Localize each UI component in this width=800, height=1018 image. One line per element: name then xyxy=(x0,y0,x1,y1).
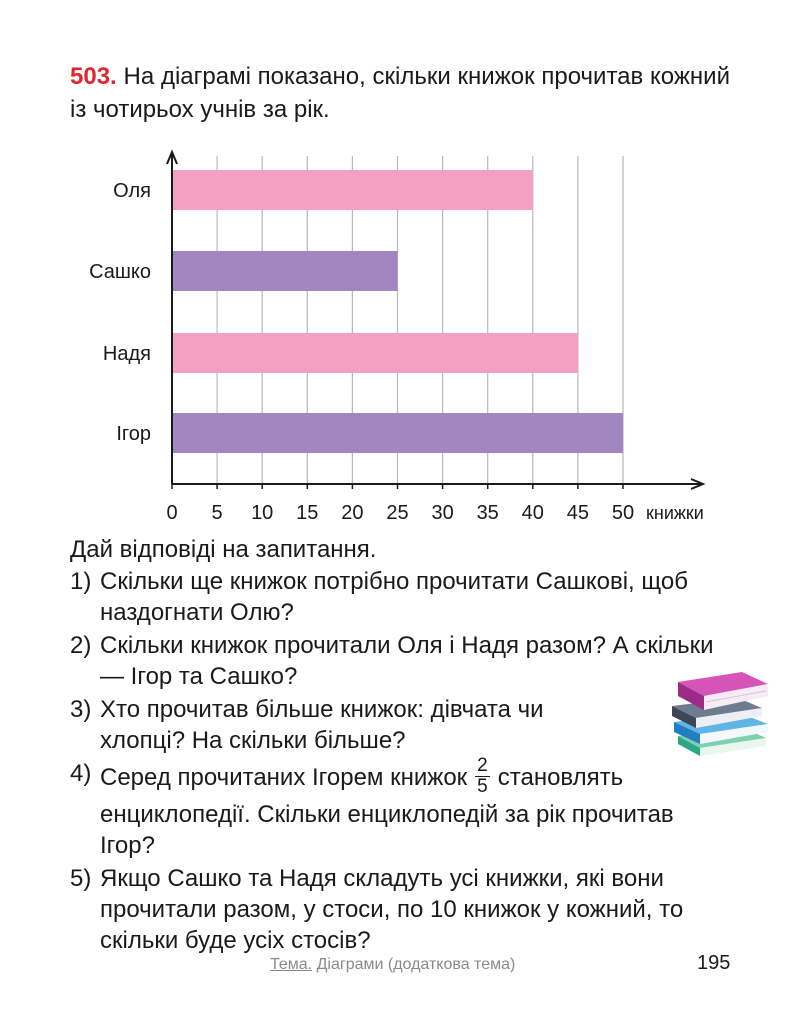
question-text-after: становлять енциклопедії. Скільки енциклопедій за рік прочитав Ігор? xyxy=(100,763,674,859)
tick-label: 10 xyxy=(251,502,274,524)
tick-label: 50 xyxy=(611,502,635,524)
bar-3 xyxy=(172,333,578,373)
question-text: Якщо Сашко та Надя складуть усі книжки, які вони прочитали разом, у стоси, по 10 книжок у кожний, то скільки буде усіх стосів? xyxy=(100,865,684,954)
bar-4 xyxy=(172,413,623,453)
question-number: 5) xyxy=(70,865,92,892)
topic-label: Тема. xyxy=(270,956,313,973)
question-text: Скільки книжок прочитали Оля і Надя разом? А скільки — Ігор та Сашко? xyxy=(100,632,714,690)
question-number: 4) xyxy=(70,760,92,787)
bar-1 xyxy=(172,170,533,210)
topic-text: Діаграми (додаткова тема) xyxy=(316,956,516,973)
tick-label: 45 xyxy=(566,502,590,524)
category-label: Сашко xyxy=(89,261,151,283)
question-2 xyxy=(70,630,730,692)
question-4 xyxy=(70,755,730,861)
tick-label: 25 xyxy=(386,502,409,524)
question-text: Хто прочитав більше книжок: дівчата чи хлопці? На скільки більше? xyxy=(100,696,544,754)
question-number: 3) xyxy=(70,696,92,723)
category-label: Ігор xyxy=(116,423,151,445)
tick-label: 35 xyxy=(476,502,499,524)
question-number: 1) xyxy=(70,568,92,595)
tick-label: 30 xyxy=(431,502,454,524)
question-text-before: Серед прочитаних Ігорем книжок xyxy=(100,763,468,791)
category-label: Оля xyxy=(113,180,151,202)
question-1 xyxy=(70,566,730,628)
question-number: 2) xyxy=(70,632,92,659)
books-stack-icon xyxy=(664,666,776,762)
category-label: Надя xyxy=(102,343,151,365)
problem-number: 503. xyxy=(70,63,117,90)
problem-text: На діаграмі показано, скільки книжок прочитав кожний із чотирьох учнів за рік. xyxy=(70,63,730,123)
tick-label: 20 xyxy=(341,502,364,524)
fraction-denominator: 5 xyxy=(477,776,488,797)
tick-label: 0 xyxy=(166,502,178,524)
tick-label: 40 xyxy=(521,502,544,524)
tick-label: 15 xyxy=(296,502,319,524)
question-5 xyxy=(70,863,730,956)
question-text: Скільки ще книжок потрібно прочитати Сашкові, щоб наздогнати Олю? xyxy=(100,568,688,626)
page-footer xyxy=(270,956,515,974)
questions-intro: Дай відповіді на запитання. xyxy=(70,536,377,563)
bar-2 xyxy=(172,251,398,291)
tick-label: 5 xyxy=(211,502,223,524)
fraction xyxy=(475,756,490,797)
page-number: 195 xyxy=(697,952,731,974)
question-list xyxy=(70,566,730,958)
question-3 xyxy=(70,694,560,756)
x-axis-label: книжки xyxy=(646,503,704,523)
fraction-numerator: 2 xyxy=(477,755,488,776)
